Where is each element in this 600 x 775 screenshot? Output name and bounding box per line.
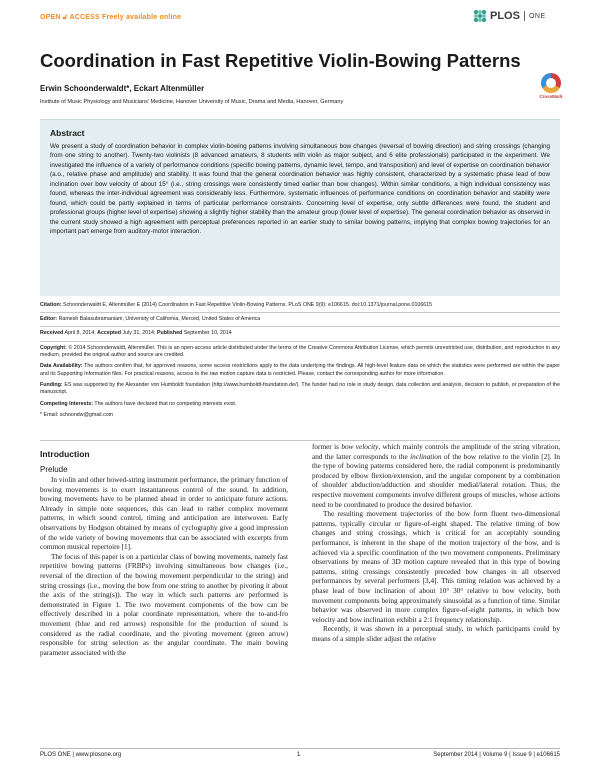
editor-line [40, 316, 560, 323]
term-bow-velocity: bow velocity [341, 443, 379, 451]
article-metadata [40, 302, 560, 419]
article-title: Coordination in Fast Repetitive Violin-Bowing Patterns [40, 50, 521, 71]
body-paragraph [312, 443, 560, 510]
text-run: , which mainly controls the amplitude of the string vibration, and the latter corresponds to the [312, 443, 561, 461]
logo-divider [524, 11, 525, 21]
footer-journal-url[interactable]: PLOS ONE | www.plosone.org [40, 752, 122, 758]
data-availability-line [40, 363, 560, 377]
one-wordmark: ONE [528, 12, 546, 20]
meta-divider [40, 326, 560, 327]
author-list: Erwin Schoonderwaldt*, Eckart Altenmüller [40, 84, 205, 93]
text-run: of the bow relative to the violin [2]. In the type of bowing patterns considered here, the radial component is predominantly produced by elbow flexion/extension, and the angular component by a combination of shoulder abduction/adduction and shoulder medial/lateral rotation. Thus, the respective movement components involve different groups of muscles, whose actions need to be coordinated to produce the desired behavior. [312, 452, 560, 509]
received-label: Received [40, 330, 64, 337]
open-access-lock-icon: 🔓︎ [62, 14, 68, 21]
author-affiliation: Institute of Music Physiology and Musicians' Medicine, Hanover University of Music, Drama and Media, Hanover, Germany [40, 99, 344, 105]
funding-line [40, 382, 560, 396]
dates-line [40, 330, 560, 337]
competing-interests-line [40, 401, 560, 408]
abstract-heading: Abstract [50, 128, 85, 138]
data-availability-label: Data Availability: [40, 363, 83, 370]
open-access-badge [40, 14, 181, 22]
copyright-label: Copyright: [40, 344, 67, 351]
published-date: September 10, 2014 [183, 330, 232, 337]
body-paragraph: The resulting movement trajectories of the bow form fluent two-dimensional patterns, typically circular or figure-of-eight shaped. The relative timing of bow changes and string crossings, which is critical for an acceptably sounding performance, is inherent in the shape of the motion trajectory of the bow, and is achieved via a specific coordination of the two movement components. Preliminary observations by means of 3D motion capture revealed that in this type of bowing patterns, string crossings consistently preceded bow changes in all observed performances by several performers [3,4]. This timing relation was achieved by a phase lead of bow inclination of about 10° 30° relative to bow velocity, both movement components being approximately sinusoidal as a function of time. Similar behavior was observed in more complex figure-of-eight patterns, in which bow velocity and bow inclination exhibit a 2:1 frequency relationship. [312, 510, 560, 624]
accepted-date: July 31, 2014; [122, 330, 156, 337]
open-label: OPEN [40, 14, 61, 21]
body-paragraph: In violin and other bowed-string instrument performance, the primary function of bowing movements is to exert instantaneous control of the sound. In addition, bowing movements have to be planned ahead in order to anticipate future actions. Already in simple note sequences, this can lead to rather complex movement patterns, in which sound control, timing and anticipation are interwoven. Early observations by Hodgson obtained by means of cyclography give a good impression of the wide variety of bowing movements that can be associated with excerpts from common musical repertoire [1]. [40, 476, 288, 552]
access-label: ACCESS [69, 14, 100, 21]
copyright-text: © 2014 Schoonderwaldt, Altenmüller. This is an open-access article distributed under the terms of the Creative Commons Attribution License, which permits unrestricted use, distribution, and reproduction in any medium, provided the original author and source are credited. [40, 344, 560, 358]
crossmark-label: CrossMark [539, 94, 563, 99]
citation-line [40, 302, 560, 309]
meta-divider [40, 312, 560, 313]
crossmark-icon [541, 73, 561, 93]
abstract-text: We present a study of coordination behavior in complex violin-bowing patterns involving simultaneous bow changes (reversal of bowing direction) and string crossings (changing from one string to another). Twenty-two violinists (8 advanced amateurs, 8 students with violin as major subject, and 6 elite professionals) participated in the experiment. We investigated the influence of a variety of performance conditions (specific bowing patterns, dynamic level, tempo, and transposition) and level of expertise on coordination behavior (a.o., relative phase and amplitude) and stability. It was found that the general coordination behavior was highly consistent, characterized by a systematic phase lead of bow inclination over bow velocity of about 15° (i.e., string crossings were consistently timed earlier than bow changes). Within similar conditions, a high individual consistency was found, whereas the inter-individual agreement was considerably less. Furthermore, systematic influences of performance conditions on coordination behavior and stability were found, which could be partly explained in terms of particular performance constraints. Concerning level of expertise, only subtle differences were found, the student and professional groups (higher level of expertise) showing a slightly higher stability than the amateur group (lower level of expertise). The general coordination behavior as observed in the current study showed a high agreement with perceptual preferences reported in an earlier study to similar bowing patterns, implying that complex bowing trajectories for an important part emerge from auditory-motor interaction. [50, 143, 550, 236]
corresponding-email[interactable]: * Email: schoondw@gmail.com [40, 412, 114, 419]
plos-dots-icon [474, 10, 486, 22]
plos-one-logo[interactable] [474, 10, 546, 22]
meta-divider [40, 341, 560, 342]
editor-text: Ramesh Balasubramaniam, University of California, Merced, United States of America [58, 316, 261, 323]
received-date: April 8, 2014; [64, 330, 96, 337]
body-paragraph: Recently, it was shown in a perceptual study, in which participants could by means of a simple slider adjust the relative [312, 625, 560, 643]
abstract-section [40, 119, 560, 296]
editor-label: Editor: [40, 316, 58, 323]
copyright-line [40, 345, 560, 359]
funding-label: Funding: [40, 382, 63, 389]
crossmark-badge[interactable] [531, 73, 571, 99]
accepted-label: Accepted [97, 330, 121, 337]
footer-divider [40, 748, 560, 749]
term-inclination: inclination [410, 452, 442, 461]
competing-interests-text: The authors have declared that no competing interests exist. [94, 400, 237, 407]
plos-wordmark: PLOS [490, 10, 520, 22]
text-run: former is [312, 443, 342, 451]
introduction-heading: Introduction [40, 449, 90, 459]
page-number: 1 [297, 752, 301, 758]
body-column-right [312, 443, 560, 644]
body-column-left [40, 476, 288, 658]
competing-interests-label: Competing Interests: [40, 400, 93, 407]
citation-label: Citation: [40, 302, 62, 308]
freely-available-label: Freely available online [101, 14, 182, 21]
footer-issue-info: September 2014 | Volume 9 | Issue 9 | e106615 [433, 752, 560, 758]
prelude-heading: Prelude [40, 465, 68, 474]
data-availability-text: The authors confirm that, for approved reasons, some access restrictions apply to the data underlying the findings. All high-level feature data on which the statistics were performed are within the paper and its Supporting Information files. For practical reasons, access to the raw motion capture data is restricted. Please, contact the corresponding author for more information. [40, 363, 560, 377]
published-label: Published [156, 330, 183, 337]
funding-text: ES was supported by the Alexander von Humboldt foundation (http://www.humboldt-foundation.de/). The funder had no role in study design, data collection and analysis, decision to publish, or preparation of the manuscript. [40, 382, 560, 396]
section-divider [40, 440, 560, 441]
citation-text: Schoonderwaldt E, Altenmüller E (2014) Coordination in Fast Repetitive Violin-Bowing Patterns. PLoS ONE 9(9): e106615. doi:10.1371/journal.pone.0106615 [62, 302, 433, 308]
body-paragraph: The focus of this paper is on a particular class of bowing movements, namely fast repetitive bowing patterns (FRBPs) involving simultaneous bow changes (i.e., reversal of the direction of the bowing movement perpendicular to the string) and string crossings (i.e., moving the bow from one string to another by pivoting it about the axis of the string(s)). The way in which such patterns are performed is demonstrated in Figure 1. The two movement components of the bow can be effectively described in a polar coordinate representation, where the to-and-fro movement (blue and red arrows) responsible for the production of sound is considered as the radial coordinate, and the pivoting movement (green arrow) responsible for string selection as the angular coordinate. The main bowing parameter associated with the [40, 552, 288, 657]
